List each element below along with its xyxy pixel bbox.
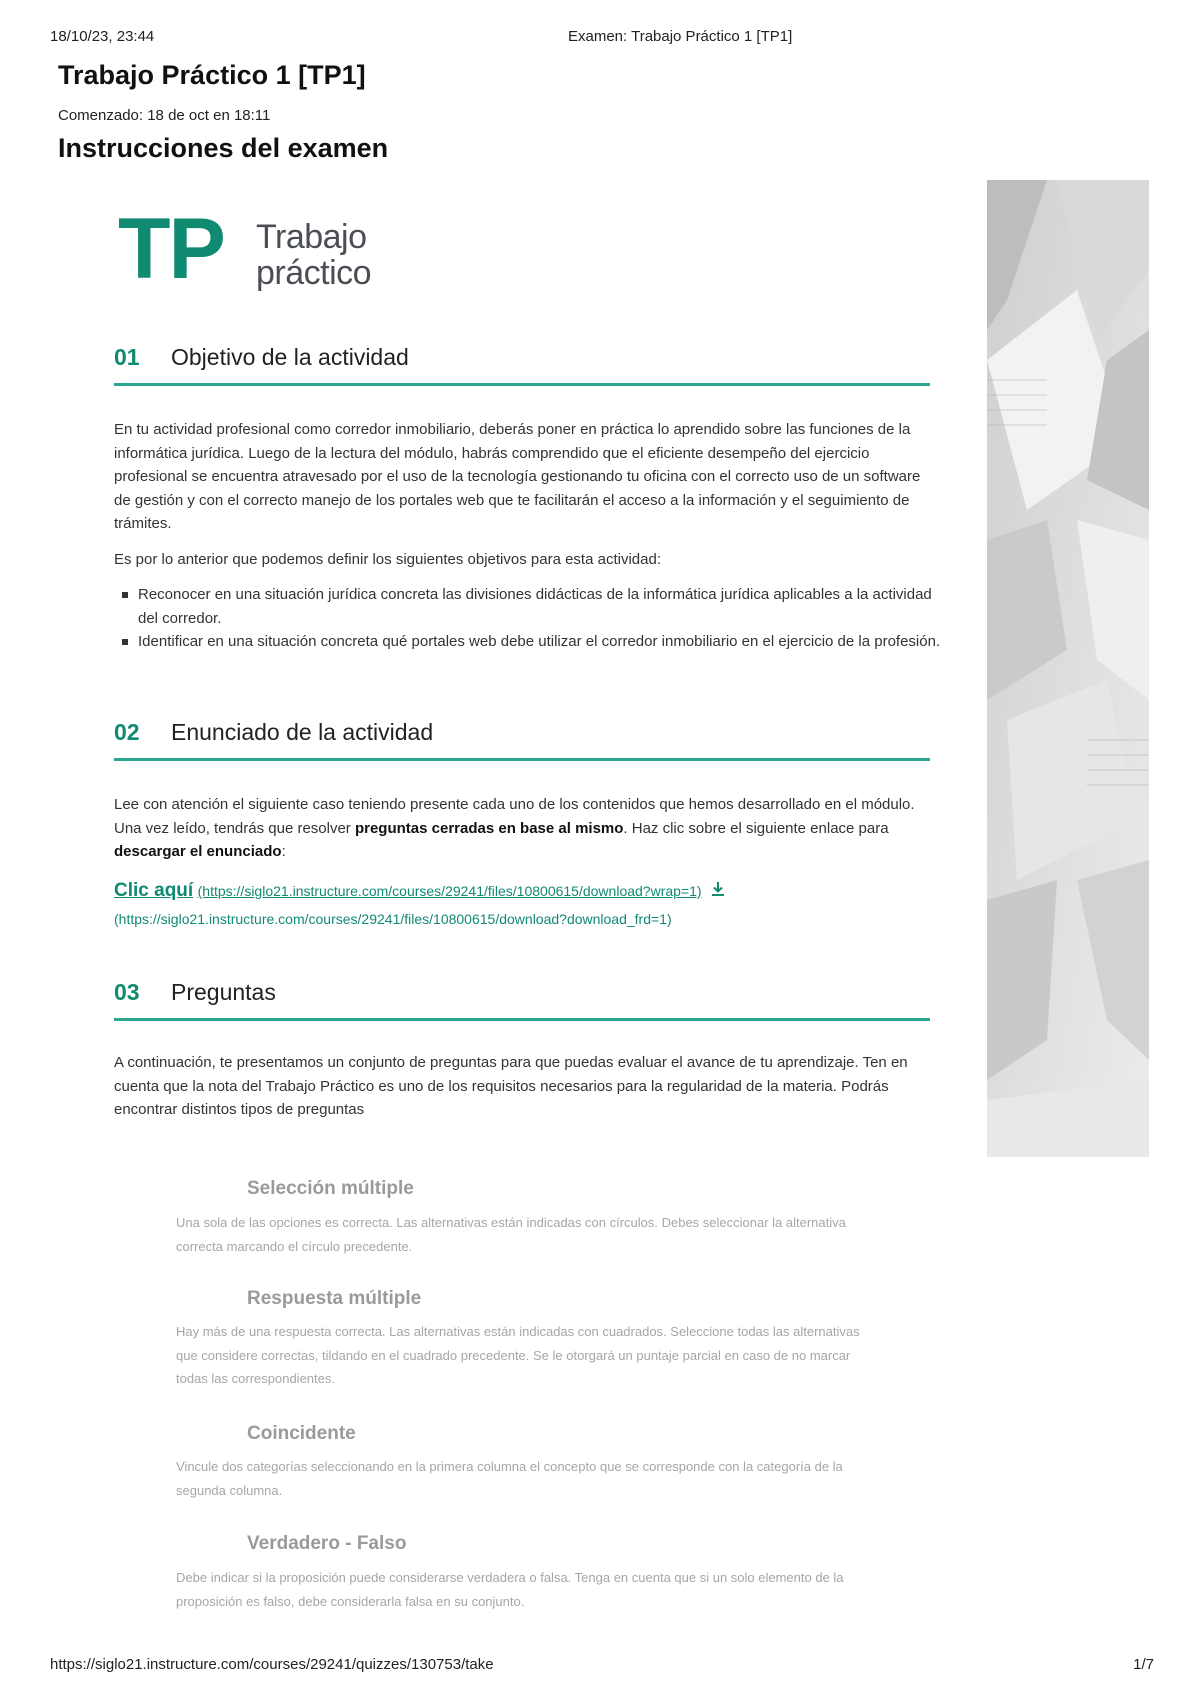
bullet-square-icon [122, 592, 128, 598]
quiz-title: Trabajo Práctico 1 [TP1] [58, 60, 366, 90]
started-timestamp: Comenzado: 18 de oct en 18:11 [58, 107, 271, 124]
section-header-statement [114, 711, 930, 763]
question-type-desc: Vincule dos categorías seleccionando en la primera columna el concepto que se corresponde con la categoría de la segunda columna. [176, 1459, 843, 1498]
architecture-image-icon [987, 180, 1149, 1157]
print-datetime: 18/10/23, 23:44 [50, 28, 155, 45]
section-divider [114, 383, 930, 386]
tp-logo [118, 201, 418, 302]
download-icon[interactable] [710, 881, 726, 902]
question-type-desc: Una sola de las opciones es correcta. Las alternativas están indicadas con círculos. Debes seleccionar la alternativa correcta marcando el círculo precedente. [176, 1215, 846, 1254]
questions-intro: A continuación, te presentamos un conjunto de preguntas para que puedas evaluar el avance de tu aprendizaje. Ten en cuenta que la nota del Trabajo Práctico es uno de los requisitos necesarios para la regularidad de la materia. Podrás encontrar distintos tipos de preguntas [114, 1054, 908, 1118]
question-type-title: Selección múltiple [247, 1178, 414, 1199]
objectives-list [114, 583, 954, 654]
question-type-title: Verdadero - Falso [247, 1533, 407, 1554]
list-item: Reconocer en una situación jurídica concreta las divisiones didácticas de la informática jurídica aplicables a la actividad del corredor. [138, 583, 954, 630]
question-type-title: Coincidente [247, 1423, 356, 1444]
bullet-square-icon [122, 639, 128, 645]
print-page-number: 1/7 [1133, 1656, 1154, 1673]
objective-paragraph-2: Es por lo anterior que podemos definir los siguientes objetivos para esta actividad: [114, 551, 661, 568]
section-divider [114, 758, 930, 761]
logo-letters: TP [118, 201, 224, 297]
download-link-row [114, 880, 934, 902]
list-item: Identificar en una situación concreta qué portales web debe utilizar el corredor inmobiliario en el ejercicio de la profesión. [138, 630, 954, 654]
print-footer-url: https://siglo21.instructure.com/courses/29241/quizzes/130753/take [50, 1656, 494, 1673]
question-type-title: Respuesta múltiple [247, 1288, 422, 1309]
download-link[interactable]: Clic aquí [114, 880, 194, 901]
section-number: 01 [114, 344, 140, 370]
download-direct-url[interactable]: (https://siglo21.instructure.com/courses/29241/files/10800615/download?download_frd=1) [114, 911, 672, 927]
question-type-desc: Hay más de una respuesta correcta. Las alternativas están indicadas con cuadrados. Seleccione todas las alternativas que considere correctas, tildando en el cuadrado precedente. Se le otorgará un puntaje parcial en caso de no marcar todas las correspondientes. [176, 1324, 860, 1386]
statement-paragraph: Lee con atención el siguiente caso teniendo presente cada uno de los contenidos que hemos desarrollado en el módulo. Una vez leído, tendrás que resolver preguntas cerradas en base al mismo. Haz clic sobre el siguiente enlace para descargar el enunciado: [114, 796, 915, 860]
section-number: 03 [114, 979, 140, 1005]
section-divider [114, 1018, 930, 1021]
download-link-url[interactable]: (https://siglo21.instructure.com/courses/29241/files/10800615/download?wrap=1) [197, 883, 702, 899]
decorative-architecture-image [987, 180, 1149, 1157]
section-label: Objetivo de la actividad [171, 344, 409, 370]
section-header-questions [114, 971, 930, 1023]
section-number: 02 [114, 719, 140, 745]
question-type-desc: Debe indicar si la proposición puede considerarse verdadera o falsa. Tenga en cuenta que si un solo elemento de la proposición es falso, debe considerarla falsa en su conjunto. [176, 1570, 844, 1609]
section-label: Enunciado de la actividad [171, 719, 434, 745]
print-page-title: Examen: Trabajo Práctico 1 [TP1] [568, 28, 793, 45]
section-header-objective [114, 336, 930, 388]
section-label: Preguntas [171, 979, 276, 1005]
instructions-title: Instrucciones del examen [58, 133, 389, 163]
objective-paragraph-1: En tu actividad profesional como corredor inmobiliario, deberás poner en práctica lo aprendido sobre las funciones de la informática jurídica. Luego de la lectura del módulo, habrás comprendido que el eficiente desempeño del ejercicio profesional se encuentra atravesado por el uso de la tecnología gestionando tu oficina con el correcto uso de un software de gestión y con el correcto manejo de los portales web que te facilitarán el acceso a la información y el seguimiento de trámites. [114, 421, 921, 532]
logo-word-2: práctico [256, 254, 372, 292]
logo-word-1: Trabajo [256, 218, 367, 256]
